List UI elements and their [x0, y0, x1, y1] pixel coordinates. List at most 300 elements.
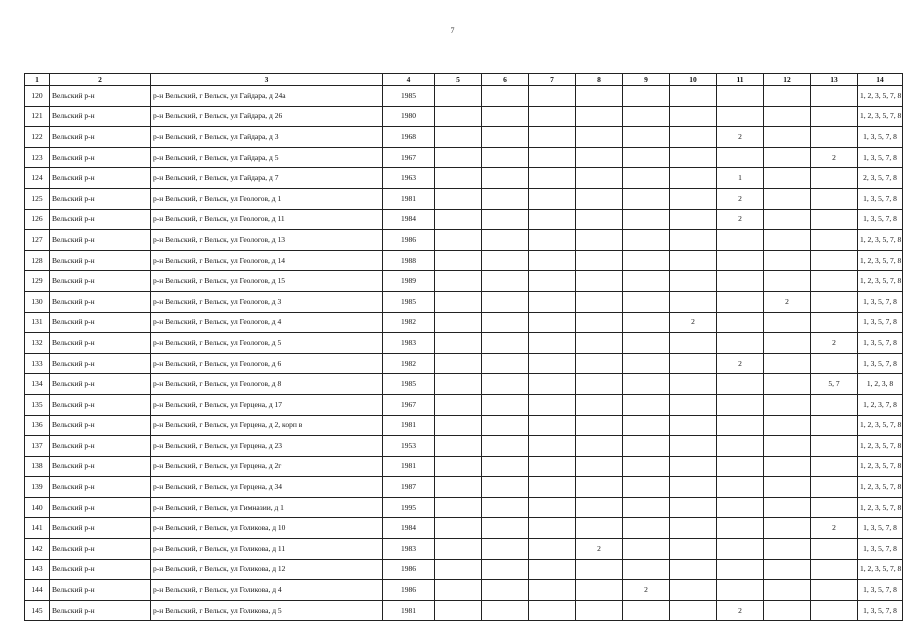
- col10-cell: [670, 86, 717, 107]
- col11-cell: 2: [717, 209, 764, 230]
- col13-cell: 2: [811, 333, 858, 354]
- address-cell: р-н Вельский, г Вельск, ул Геологов, д 6: [151, 353, 383, 374]
- district-cell: Вельский р-н: [50, 353, 151, 374]
- district-cell: Вельский р-н: [50, 86, 151, 107]
- row-number: 122: [25, 127, 50, 148]
- col14-cell: 1, 2, 3, 5, 7, 8: [858, 559, 903, 580]
- col7-cell: [529, 539, 576, 560]
- column-header-11: 11: [717, 74, 764, 86]
- col5-cell: [435, 106, 482, 127]
- col9-cell: [623, 374, 670, 395]
- col11-cell: 2: [717, 127, 764, 148]
- page-number: 7: [450, 26, 455, 35]
- column-header-2: 2: [50, 74, 151, 86]
- col6-cell: [482, 415, 529, 436]
- col13-cell: [811, 230, 858, 251]
- year-cell: 1984: [383, 518, 435, 539]
- col9-cell: [623, 250, 670, 271]
- col13-cell: [811, 539, 858, 560]
- col12-cell: [764, 333, 811, 354]
- col8-cell: [576, 86, 623, 107]
- col7-cell: [529, 168, 576, 189]
- col8-cell: [576, 168, 623, 189]
- address-cell: р-н Вельский, г Вельск, ул Голикова, д 12: [151, 559, 383, 580]
- table-row: [25, 209, 903, 230]
- col14-cell: 1, 3, 5, 7, 8: [858, 312, 903, 333]
- col7-cell: [529, 333, 576, 354]
- col12-cell: [764, 580, 811, 601]
- column-header-5: 5: [435, 74, 482, 86]
- col14-cell: 1, 2, 3, 7, 8: [858, 394, 903, 415]
- col8-cell: [576, 394, 623, 415]
- col7-cell: [529, 188, 576, 209]
- col10-cell: [670, 477, 717, 498]
- header-row: [25, 74, 903, 86]
- col6-cell: [482, 394, 529, 415]
- col5-cell: [435, 580, 482, 601]
- col5-cell: [435, 230, 482, 251]
- col6-cell: [482, 600, 529, 621]
- col5-cell: [435, 518, 482, 539]
- col12-cell: [764, 271, 811, 292]
- col9-cell: [623, 271, 670, 292]
- col7-cell: [529, 86, 576, 107]
- col11-cell: [717, 518, 764, 539]
- column-header-8: 8: [576, 74, 623, 86]
- col5-cell: [435, 168, 482, 189]
- col11-cell: [717, 374, 764, 395]
- col14-cell: 1, 3, 5, 7, 8: [858, 147, 903, 168]
- table-row: [25, 600, 903, 621]
- col12-cell: [764, 394, 811, 415]
- col14-cell: 1, 3, 5, 7, 8: [858, 209, 903, 230]
- year-cell: 1953: [383, 436, 435, 457]
- col10-cell: [670, 250, 717, 271]
- district-cell: Вельский р-н: [50, 600, 151, 621]
- year-cell: 1981: [383, 415, 435, 436]
- col11-cell: 2: [717, 188, 764, 209]
- col12-cell: 2: [764, 291, 811, 312]
- col14-cell: 1, 2, 3, 5, 7, 8: [858, 271, 903, 292]
- col9-cell: [623, 291, 670, 312]
- col13-cell: [811, 271, 858, 292]
- table-row: [25, 456, 903, 477]
- col8-cell: [576, 580, 623, 601]
- row-number: 131: [25, 312, 50, 333]
- col5-cell: [435, 477, 482, 498]
- col13-cell: [811, 291, 858, 312]
- col8-cell: [576, 477, 623, 498]
- address-cell: р-н Вельский, г Вельск, ул Герцена, д 2, корп в: [151, 415, 383, 436]
- table-row: [25, 518, 903, 539]
- col8-cell: [576, 271, 623, 292]
- col9-cell: [623, 230, 670, 251]
- col9-cell: [623, 209, 670, 230]
- col13-cell: [811, 106, 858, 127]
- col8-cell: [576, 291, 623, 312]
- table-row: [25, 374, 903, 395]
- col8-cell: [576, 600, 623, 621]
- col12-cell: [764, 436, 811, 457]
- district-cell: Вельский р-н: [50, 271, 151, 292]
- col10-cell: [670, 456, 717, 477]
- col13-cell: [811, 477, 858, 498]
- district-cell: Вельский р-н: [50, 539, 151, 560]
- col11-cell: [717, 415, 764, 436]
- col9-cell: [623, 497, 670, 518]
- address-cell: р-н Вельский, г Вельск, ул Герцена, д 23: [151, 436, 383, 457]
- col7-cell: [529, 477, 576, 498]
- col6-cell: [482, 127, 529, 148]
- col14-cell: 1, 2, 3, 5, 7, 8: [858, 477, 903, 498]
- address-cell: р-н Вельский, г Вельск, ул Гайдара, д 5: [151, 147, 383, 168]
- district-cell: Вельский р-н: [50, 394, 151, 415]
- table-row: [25, 188, 903, 209]
- col8-cell: [576, 209, 623, 230]
- year-cell: 1968: [383, 127, 435, 148]
- col6-cell: [482, 456, 529, 477]
- district-cell: Вельский р-н: [50, 518, 151, 539]
- col11-cell: [717, 539, 764, 560]
- col8-cell: [576, 230, 623, 251]
- col9-cell: [623, 127, 670, 148]
- year-cell: 1988: [383, 250, 435, 271]
- col9-cell: [623, 518, 670, 539]
- col6-cell: [482, 291, 529, 312]
- col9-cell: [623, 600, 670, 621]
- year-cell: 1967: [383, 147, 435, 168]
- district-cell: Вельский р-н: [50, 127, 151, 148]
- column-header-9: 9: [623, 74, 670, 86]
- row-number: 145: [25, 600, 50, 621]
- col13-cell: [811, 188, 858, 209]
- col14-cell: 1, 2, 3, 5, 7, 8: [858, 250, 903, 271]
- col7-cell: [529, 250, 576, 271]
- col12-cell: [764, 353, 811, 374]
- district-cell: Вельский р-н: [50, 106, 151, 127]
- col5-cell: [435, 271, 482, 292]
- col7-cell: [529, 497, 576, 518]
- table-row: [25, 559, 903, 580]
- address-cell: р-н Вельский, г Вельск, ул Герцена, д 34: [151, 477, 383, 498]
- col5-cell: [435, 127, 482, 148]
- row-number: 121: [25, 106, 50, 127]
- col5-cell: [435, 250, 482, 271]
- col5-cell: [435, 291, 482, 312]
- col9-cell: [623, 415, 670, 436]
- address-cell: р-н Вельский, г Вельск, ул Геологов, д 4: [151, 312, 383, 333]
- district-cell: Вельский р-н: [50, 230, 151, 251]
- row-number: 125: [25, 188, 50, 209]
- district-cell: Вельский р-н: [50, 250, 151, 271]
- col7-cell: [529, 106, 576, 127]
- col11-cell: [717, 271, 764, 292]
- col13-cell: 5, 7: [811, 374, 858, 395]
- col10-cell: [670, 291, 717, 312]
- col6-cell: [482, 230, 529, 251]
- col13-cell: [811, 436, 858, 457]
- column-header-1: 1: [25, 74, 50, 86]
- col9-cell: [623, 168, 670, 189]
- col6-cell: [482, 250, 529, 271]
- col6-cell: [482, 106, 529, 127]
- col10-cell: [670, 230, 717, 251]
- table-row: [25, 580, 903, 601]
- col9-cell: [623, 106, 670, 127]
- col8-cell: [576, 559, 623, 580]
- year-cell: 1967: [383, 394, 435, 415]
- district-cell: Вельский р-н: [50, 312, 151, 333]
- row-number: 137: [25, 436, 50, 457]
- row-number: 143: [25, 559, 50, 580]
- row-number: 142: [25, 539, 50, 560]
- col14-cell: 2, 3, 5, 7, 8: [858, 168, 903, 189]
- col13-cell: 2: [811, 147, 858, 168]
- address-cell: р-н Вельский, г Вельск, ул Герцена, д 17: [151, 394, 383, 415]
- table-row: [25, 436, 903, 457]
- col14-cell: 1, 2, 3, 5, 7, 8: [858, 436, 903, 457]
- col10-cell: [670, 539, 717, 560]
- col6-cell: [482, 353, 529, 374]
- col13-cell: [811, 456, 858, 477]
- table-body: [25, 86, 903, 621]
- table-row: [25, 271, 903, 292]
- col7-cell: [529, 559, 576, 580]
- col5-cell: [435, 415, 482, 436]
- col6-cell: [482, 539, 529, 560]
- table-row: [25, 291, 903, 312]
- col6-cell: [482, 333, 529, 354]
- table-row: [25, 333, 903, 354]
- col9-cell: [623, 353, 670, 374]
- col7-cell: [529, 291, 576, 312]
- table-row: [25, 106, 903, 127]
- col8-cell: [576, 250, 623, 271]
- col11-cell: [717, 394, 764, 415]
- col13-cell: [811, 580, 858, 601]
- table-row: [25, 477, 903, 498]
- col11-cell: [717, 333, 764, 354]
- column-header-12: 12: [764, 74, 811, 86]
- column-header-10: 10: [670, 74, 717, 86]
- table-row: [25, 127, 903, 148]
- col12-cell: [764, 497, 811, 518]
- district-cell: Вельский р-н: [50, 147, 151, 168]
- col11-cell: [717, 436, 764, 457]
- col5-cell: [435, 353, 482, 374]
- year-cell: 1986: [383, 580, 435, 601]
- col8-cell: [576, 436, 623, 457]
- col14-cell: 1, 2, 3, 5, 7, 8: [858, 86, 903, 107]
- col12-cell: [764, 86, 811, 107]
- address-cell: р-н Вельский, г Вельск, ул Геологов, д 8: [151, 374, 383, 395]
- col13-cell: [811, 86, 858, 107]
- col12-cell: [764, 374, 811, 395]
- col12-cell: [764, 456, 811, 477]
- col7-cell: [529, 271, 576, 292]
- table-row: [25, 497, 903, 518]
- col11-cell: [717, 230, 764, 251]
- table-row: [25, 312, 903, 333]
- address-cell: р-н Вельский, г Вельск, ул Голикова, д 10: [151, 518, 383, 539]
- col10-cell: [670, 106, 717, 127]
- address-cell: р-н Вельский, г Вельск, ул Геологов, д 3: [151, 291, 383, 312]
- col13-cell: [811, 168, 858, 189]
- column-header-3: 3: [151, 74, 383, 86]
- col7-cell: [529, 147, 576, 168]
- col14-cell: 1, 3, 5, 7, 8: [858, 539, 903, 560]
- year-cell: 1982: [383, 312, 435, 333]
- district-cell: Вельский р-н: [50, 168, 151, 189]
- col7-cell: [529, 209, 576, 230]
- column-header-7: 7: [529, 74, 576, 86]
- col9-cell: [623, 477, 670, 498]
- col10-cell: [670, 147, 717, 168]
- col6-cell: [482, 497, 529, 518]
- address-cell: р-н Вельский, г Вельск, ул Гайдара, д 3: [151, 127, 383, 148]
- year-cell: 1982: [383, 353, 435, 374]
- col6-cell: [482, 312, 529, 333]
- col5-cell: [435, 539, 482, 560]
- col11-cell: [717, 497, 764, 518]
- address-cell: р-н Вельский, г Вельск, ул Геологов, д 15: [151, 271, 383, 292]
- col11-cell: [717, 456, 764, 477]
- year-cell: 1963: [383, 168, 435, 189]
- table-row: [25, 415, 903, 436]
- district-cell: Вельский р-н: [50, 580, 151, 601]
- row-number: 134: [25, 374, 50, 395]
- col11-cell: [717, 250, 764, 271]
- col9-cell: [623, 333, 670, 354]
- address-cell: р-н Вельский, г Вельск, ул Геологов, д 1: [151, 188, 383, 209]
- address-cell: р-н Вельский, г Вельск, ул Герцена, д 2г: [151, 456, 383, 477]
- col5-cell: [435, 147, 482, 168]
- column-header-14: 14: [858, 74, 903, 86]
- col8-cell: [576, 374, 623, 395]
- col6-cell: [482, 168, 529, 189]
- year-cell: 1980: [383, 106, 435, 127]
- col7-cell: [529, 600, 576, 621]
- table-row: [25, 86, 903, 107]
- row-number: 133: [25, 353, 50, 374]
- col8-cell: [576, 147, 623, 168]
- address-cell: р-н Вельский, г Вельск, ул Гимназии, д 1: [151, 497, 383, 518]
- col10-cell: [670, 559, 717, 580]
- row-number: 123: [25, 147, 50, 168]
- col10-cell: [670, 394, 717, 415]
- col14-cell: 1, 2, 3, 5, 7, 8: [858, 497, 903, 518]
- col14-cell: 1, 2, 3, 5, 7, 8: [858, 230, 903, 251]
- col10-cell: [670, 600, 717, 621]
- year-cell: 1989: [383, 271, 435, 292]
- year-cell: 1986: [383, 559, 435, 580]
- year-cell: 1987: [383, 477, 435, 498]
- col12-cell: [764, 188, 811, 209]
- col6-cell: [482, 271, 529, 292]
- col11-cell: 2: [717, 353, 764, 374]
- col7-cell: [529, 456, 576, 477]
- col6-cell: [482, 188, 529, 209]
- col5-cell: [435, 497, 482, 518]
- table-row: [25, 147, 903, 168]
- address-cell: р-н Вельский, г Вельск, ул Голикова, д 4: [151, 580, 383, 601]
- col6-cell: [482, 580, 529, 601]
- address-cell: р-н Вельский, г Вельск, ул Гайдара, д 24а: [151, 86, 383, 107]
- row-number: 132: [25, 333, 50, 354]
- col9-cell: [623, 147, 670, 168]
- col12-cell: [764, 106, 811, 127]
- col8-cell: [576, 312, 623, 333]
- table-row: [25, 539, 903, 560]
- col8-cell: [576, 518, 623, 539]
- row-number: 128: [25, 250, 50, 271]
- address-cell: р-н Вельский, г Вельск, ул Голикова, д 5: [151, 600, 383, 621]
- col10-cell: [670, 497, 717, 518]
- row-number: 130: [25, 291, 50, 312]
- year-cell: 1981: [383, 188, 435, 209]
- col14-cell: 1, 3, 5, 7, 8: [858, 600, 903, 621]
- col14-cell: 1, 2, 3, 5, 7, 8: [858, 106, 903, 127]
- row-number: 129: [25, 271, 50, 292]
- col10-cell: [670, 518, 717, 539]
- table-row: [25, 353, 903, 374]
- col5-cell: [435, 456, 482, 477]
- col13-cell: [811, 559, 858, 580]
- col10-cell: [670, 271, 717, 292]
- col6-cell: [482, 86, 529, 107]
- col8-cell: [576, 415, 623, 436]
- col8-cell: [576, 353, 623, 374]
- col5-cell: [435, 559, 482, 580]
- col6-cell: [482, 374, 529, 395]
- district-cell: Вельский р-н: [50, 291, 151, 312]
- col7-cell: [529, 312, 576, 333]
- col12-cell: [764, 415, 811, 436]
- table-row: [25, 250, 903, 271]
- col14-cell: 1, 3, 5, 7, 8: [858, 580, 903, 601]
- col5-cell: [435, 86, 482, 107]
- row-number: 135: [25, 394, 50, 415]
- col10-cell: [670, 374, 717, 395]
- col13-cell: [811, 497, 858, 518]
- col7-cell: [529, 415, 576, 436]
- col14-cell: 1, 2, 3, 5, 7, 8: [858, 415, 903, 436]
- col13-cell: [811, 353, 858, 374]
- col13-cell: 2: [811, 518, 858, 539]
- year-cell: 1985: [383, 291, 435, 312]
- col9-cell: [623, 539, 670, 560]
- district-cell: Вельский р-н: [50, 333, 151, 354]
- col7-cell: [529, 230, 576, 251]
- col12-cell: [764, 312, 811, 333]
- col10-cell: [670, 436, 717, 457]
- col13-cell: [811, 600, 858, 621]
- row-number: 144: [25, 580, 50, 601]
- col10-cell: [670, 353, 717, 374]
- col12-cell: [764, 600, 811, 621]
- col8-cell: [576, 188, 623, 209]
- col13-cell: [811, 209, 858, 230]
- col13-cell: [811, 415, 858, 436]
- col10-cell: [670, 209, 717, 230]
- col9-cell: [623, 312, 670, 333]
- col8-cell: [576, 333, 623, 354]
- year-cell: 1985: [383, 86, 435, 107]
- row-number: 140: [25, 497, 50, 518]
- col11-cell: [717, 477, 764, 498]
- col11-cell: 2: [717, 600, 764, 621]
- col5-cell: [435, 374, 482, 395]
